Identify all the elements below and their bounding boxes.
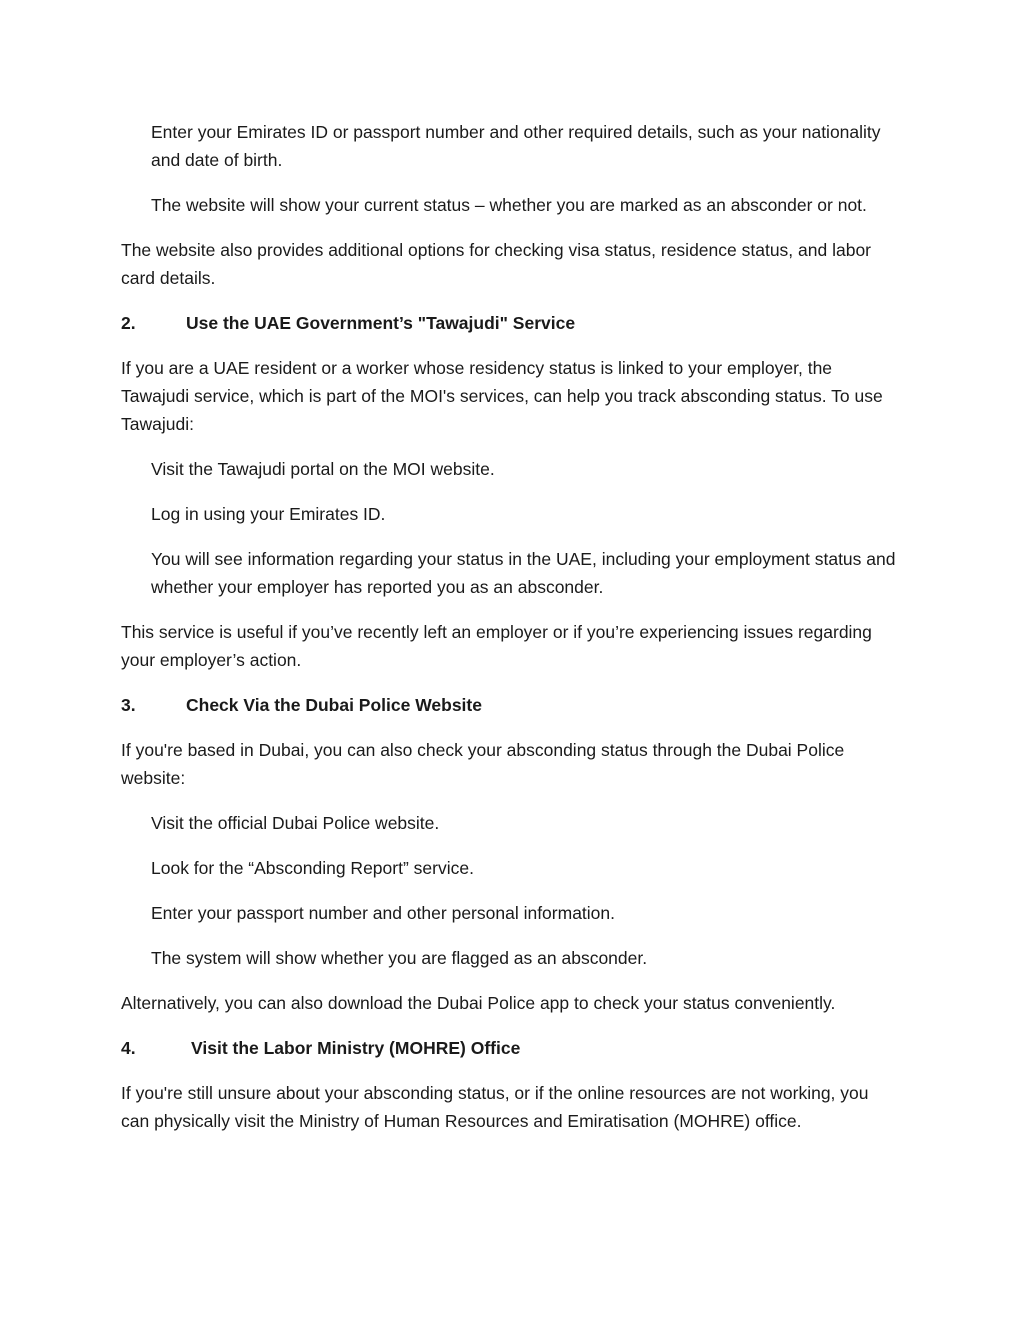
paragraph-mohre-intro: If you're still unsure about your absconding status, or if the online resources are not working, you can physically visit the Ministry of Human Resources and Emiratisation (MOHRE) office. — [121, 1083, 869, 1131]
document-page — [121, 118, 901, 1152]
step-see-information: You will see information regarding your status in the UAE, including your employment status and whether your employer has reported you as an absconder. — [151, 549, 896, 597]
step-look-for-service: Look for the “Absconding Report” service. — [151, 858, 474, 878]
step-show-status: The website will show your current status – whether you are marked as an absconder or not. — [151, 195, 867, 215]
section-heading-dubai-police — [121, 691, 901, 719]
paragraph-dubai-intro: If you're based in Dubai, you can also check your absconding status through the Dubai Police website: — [121, 740, 845, 788]
section-number: 4. — [121, 1038, 136, 1058]
section-number: 2. — [121, 313, 136, 333]
section-title: Use the UAE Government’s "Tawajudi" Service — [186, 313, 576, 333]
paragraph-dubai-app: Alternatively, you can also download the Dubai Police app to check your status conveniently. — [121, 993, 836, 1013]
section-heading-mohre — [121, 1034, 901, 1062]
step-system-show: The system will show whether you are flagged as an absconder. — [151, 948, 648, 968]
section-number: 3. — [121, 695, 136, 715]
step-visit-dubai-police: Visit the official Dubai Police website. — [151, 813, 440, 833]
section-heading-tawajudi — [121, 309, 901, 337]
step-visit-portal: Visit the Tawajudi portal on the MOI website. — [151, 459, 495, 479]
paragraph-additional-options: The website also provides additional options for checking visa status, residence status, and labor card details. — [121, 240, 872, 288]
paragraph-service-useful: This service is useful if you’ve recently left an employer or if you’re experiencing issues regarding your employer’s action. — [121, 622, 872, 670]
paragraph-tawajudi-intro: If you are a UAE resident or a worker whose residency status is linked to your employer, the Tawajudi service, which is part of the MOI's services, can help you track absconding status. To use Tawajudi: — [121, 358, 883, 434]
step-log-in: Log in using your Emirates ID. — [151, 504, 386, 524]
section-title: Visit the Labor Ministry (MOHRE) Office — [191, 1038, 521, 1058]
step-enter-id: Enter your Emirates ID or passport number and other required details, such as your nationality and date of birth. — [151, 122, 881, 170]
section-title: Check Via the Dubai Police Website — [186, 695, 482, 715]
step-enter-passport: Enter your passport number and other personal information. — [151, 903, 616, 923]
